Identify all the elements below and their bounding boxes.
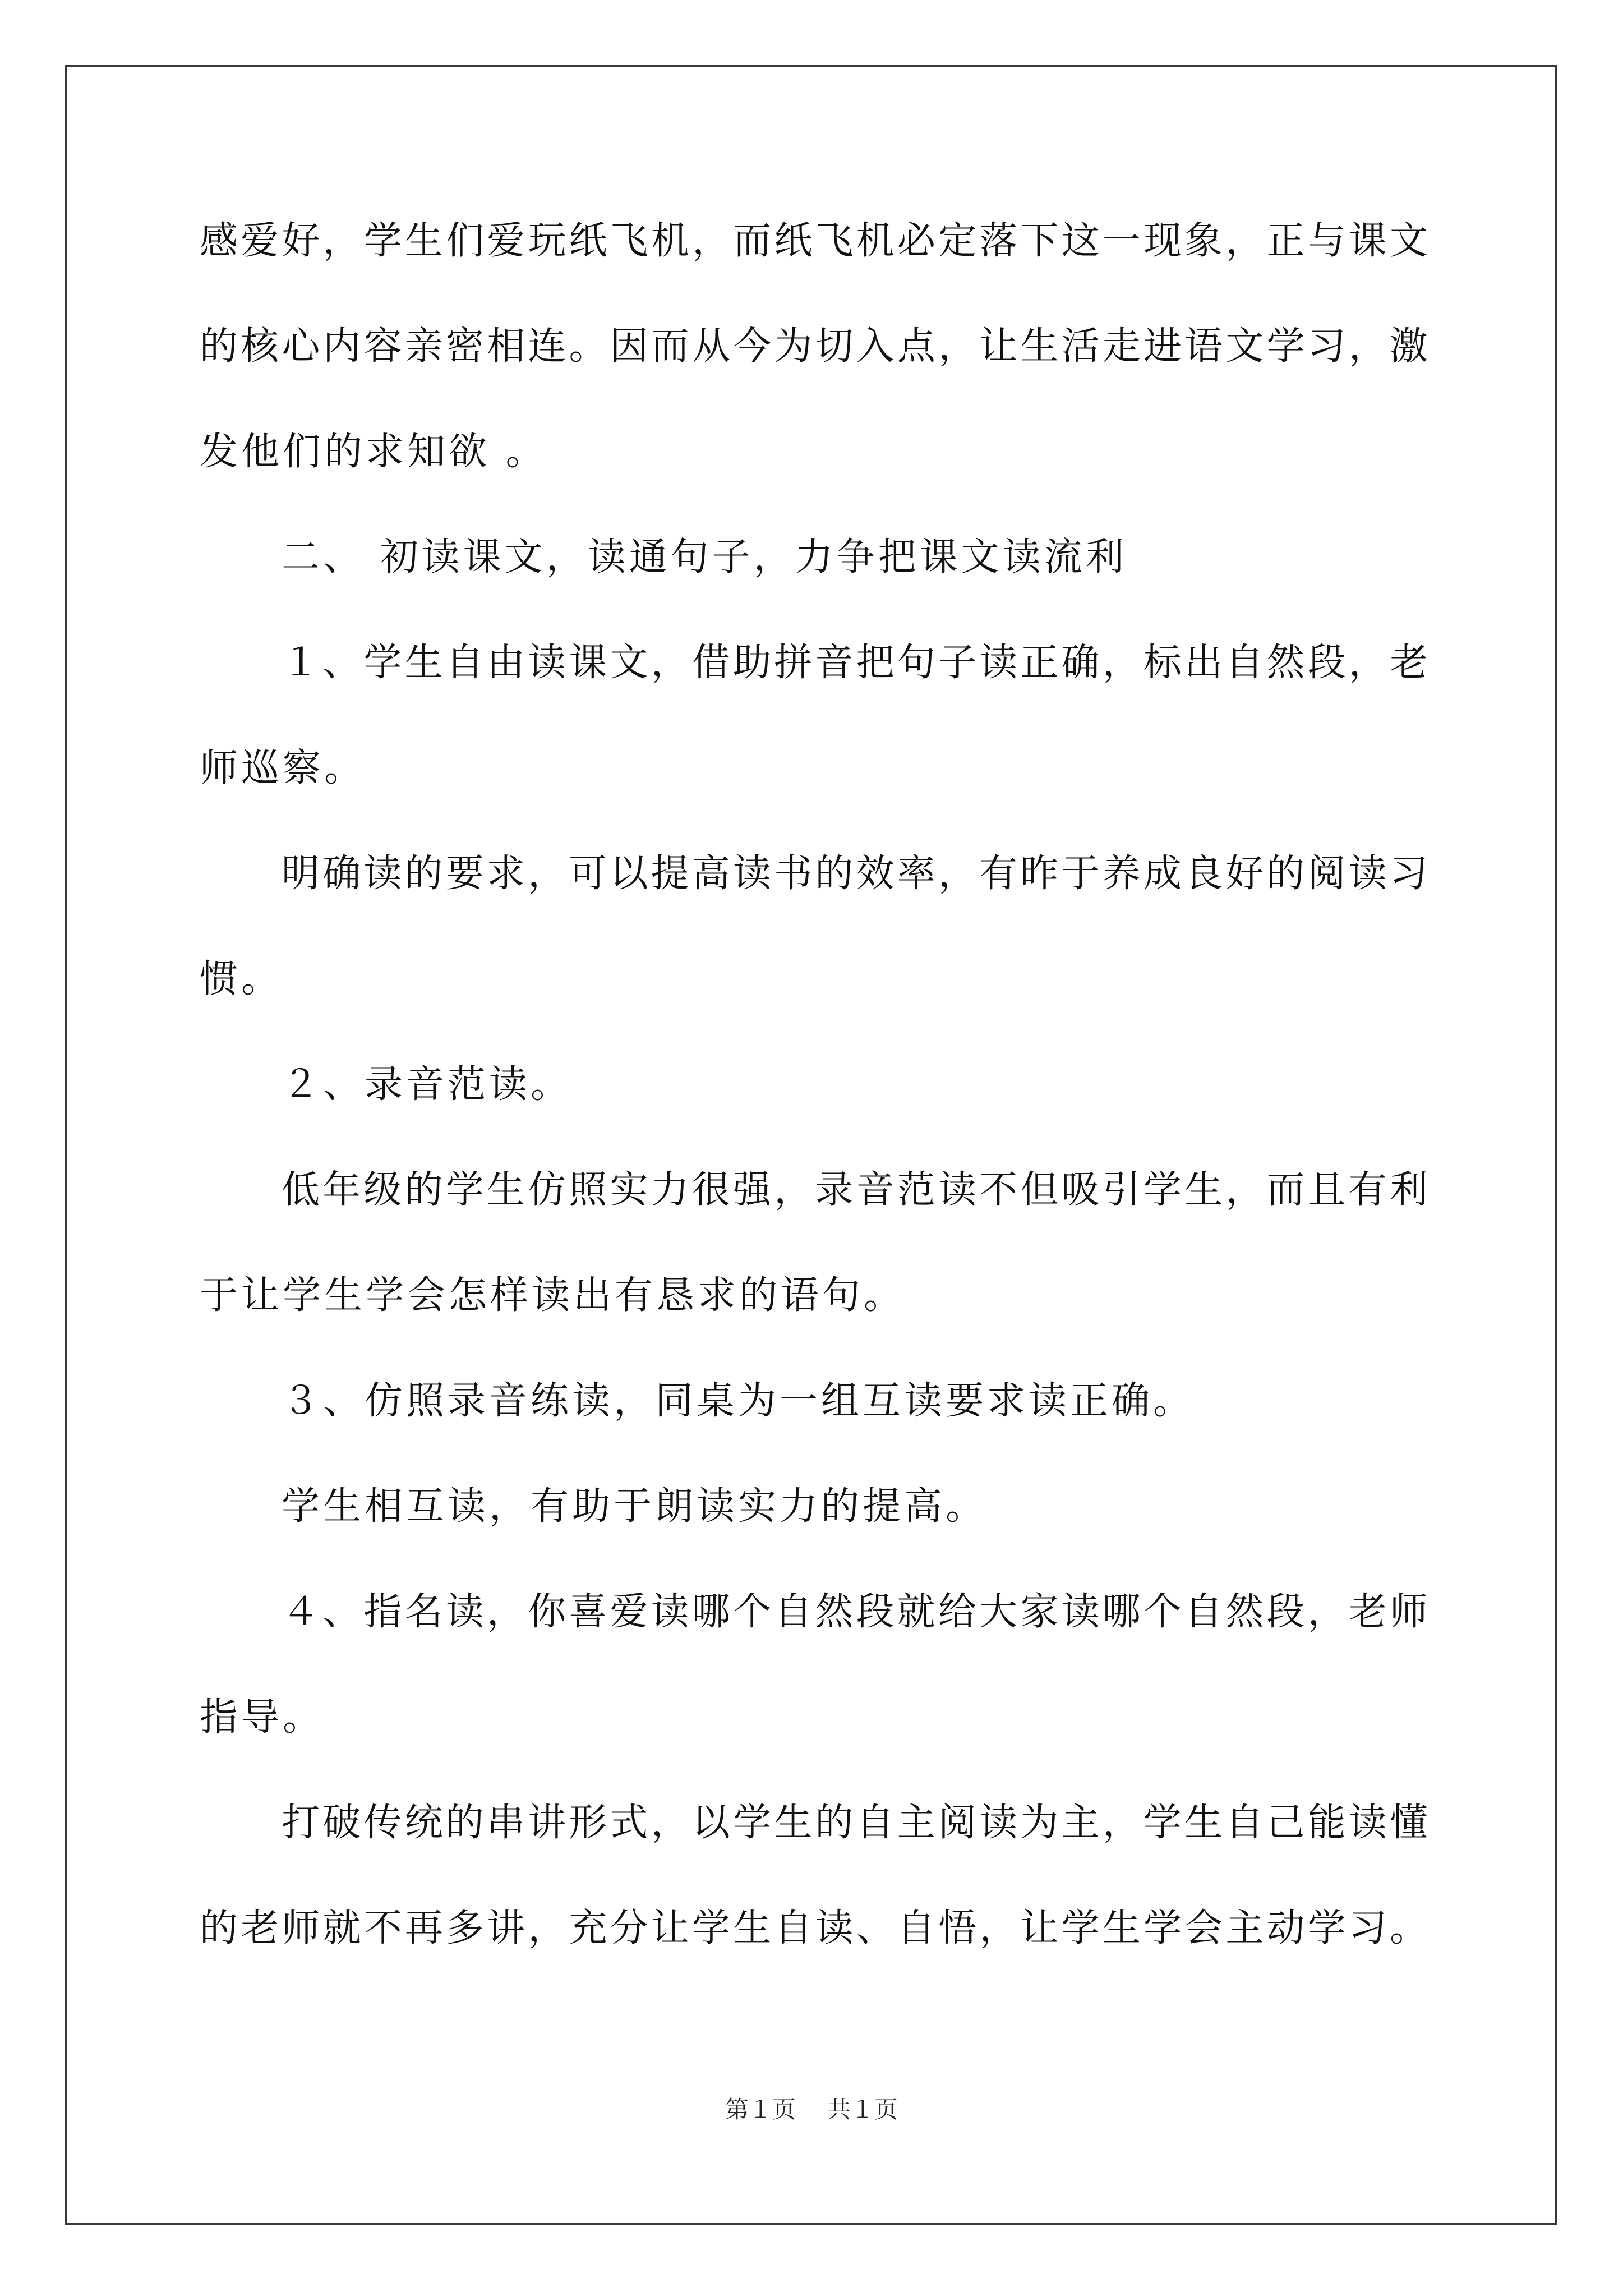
text-line: 明确读的要求，可以提高读书的效率，有昨于养成良好的阅读习 <box>282 852 1428 896</box>
text-line: 的老师就不再多讲，充分让学生自读、自悟，让学生学会主动学习。 <box>200 1906 1428 1950</box>
text-line: 学生相互读，有助于朗读实力的提高。 <box>282 1484 988 1529</box>
list-item: １、学生自由读课文，借助拼音把句子读正确，标出自然段，老 <box>282 641 1428 685</box>
page-number: 第１页 <box>725 2096 796 2123</box>
text-line: 指导。 <box>200 1695 325 1740</box>
page-footer <box>0 2091 1623 2125</box>
text-line: 于让学生学会怎样读出有恳求的语句。 <box>200 1273 906 1318</box>
section-heading: 二、 初读课文，读通句子，力争把课文读流利 <box>282 535 1127 579</box>
page-total: 共１页 <box>827 2096 898 2123</box>
list-item: ２、录音范读。 <box>282 1062 573 1107</box>
text-line: 的核心内容亲密相连。因而从今为切入点，让生活走进语文学习，激 <box>200 324 1428 369</box>
text-line: 感爱好，学生们爱玩纸飞机，而纸飞机必定落下这一现象，正与课文 <box>200 219 1428 263</box>
text-line: 惯。 <box>200 957 283 1001</box>
text-line: 师巡察。 <box>200 746 366 790</box>
list-item: ３、仿照录音练读，同桌为一组互读要求读正确。 <box>282 1379 1195 1423</box>
list-item: ４、指名读，你喜爱读哪个自然段就给大家读哪个自然段，老师 <box>282 1590 1428 1634</box>
text-line: 低年级的学生仿照实力很强，录音范读不但吸引学生，而且有利 <box>282 1168 1428 1212</box>
text-line: 发他们的求知欲 。 <box>200 430 547 474</box>
text-line: 打破传统的串讲形式，以学生的自主阅读为主，学生自己能读懂 <box>282 1801 1428 1845</box>
